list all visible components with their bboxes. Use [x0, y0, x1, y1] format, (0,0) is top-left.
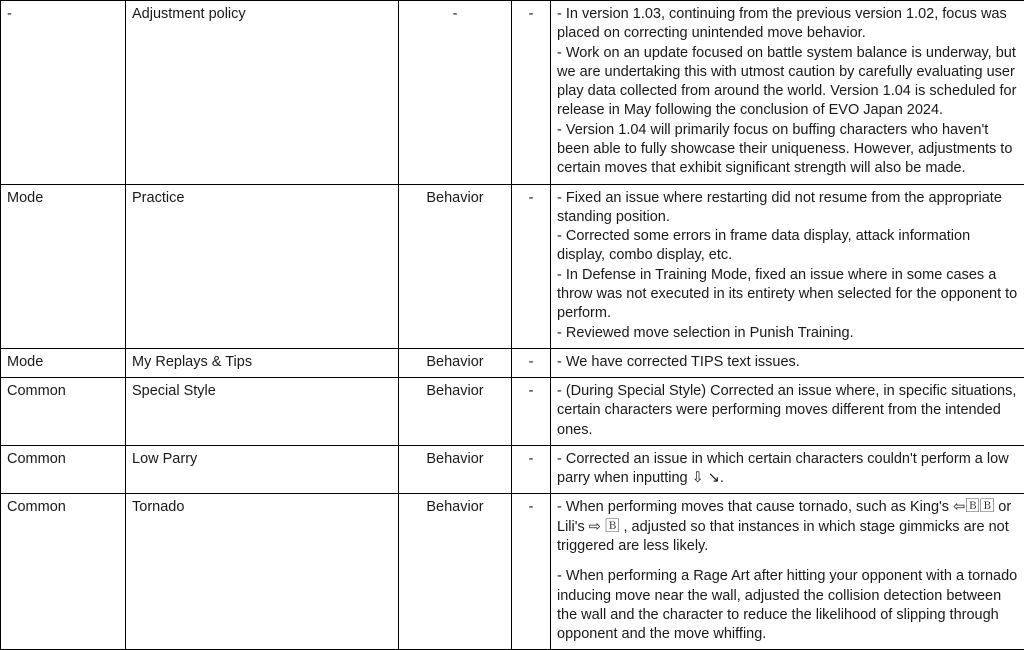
detail-item: - Corrected some errors in frame data display, attack information display, combo display, etc. — [557, 227, 1018, 266]
details-list — [557, 498, 1018, 644]
table-row — [1, 378, 1024, 446]
details-list — [557, 382, 1018, 440]
details-list — [557, 189, 1018, 343]
row-type: Behavior — [399, 378, 512, 446]
row-subject: My Replays & Tips — [126, 348, 399, 377]
row-dash: - — [512, 445, 551, 494]
row-subject: Practice — [126, 184, 399, 348]
row-subject: Special Style — [126, 378, 399, 446]
row-dash: - — [512, 184, 551, 348]
detail-item: - Reviewed move selection in Punish Training. — [557, 324, 1018, 343]
detail-item: - (During Special Style) Corrected an issue where, in specific situations, certain characters were performing moves different from the intended ones. — [557, 382, 1018, 440]
row-subject: Tornado — [126, 494, 399, 650]
row-dash: - — [512, 494, 551, 650]
row-category: Mode — [1, 184, 126, 348]
detail-item: - When performing moves that cause tornado, such as King's ⇦🄱🄱 or Lili's ⇨ 🄱 , adjusted so that instances in which stage gimmicks are not triggered are less likely. — [557, 498, 1018, 556]
table-row — [1, 494, 1024, 650]
row-category: Common — [1, 378, 126, 446]
row-subject: Adjustment policy — [126, 1, 399, 185]
row-details — [551, 378, 1024, 446]
detail-item: - Work on an update focused on battle system balance is underway, but we are undertaking this with utmost caution by carefully evaluating user play data collected from around the world. Version 1.04 is scheduled for release in May following the conclusion of EVO Japan 2024. — [557, 44, 1018, 121]
detail-item: - When performing a Rage Art after hitting your opponent with a tornado inducing move near the wall, adjusted the collision detection between the wall and the character to reduce the likelihood of slipping through opponent and the move whiffing. — [557, 567, 1018, 644]
table-row — [1, 445, 1024, 494]
row-type: Behavior — [399, 348, 512, 377]
table-row — [1, 348, 1024, 377]
row-details — [551, 348, 1024, 377]
details-list — [557, 5, 1018, 179]
row-dash: - — [512, 378, 551, 446]
row-dash: - — [512, 348, 551, 377]
row-details — [551, 1, 1024, 185]
table-row — [1, 1, 1024, 185]
row-details — [551, 445, 1024, 494]
detail-item: - In Defense in Training Mode, fixed an issue where in some cases a throw was not executed in its entirety when selected for the opponent to perform. — [557, 266, 1018, 324]
row-type: - — [399, 1, 512, 185]
row-category: - — [1, 1, 126, 185]
details-list — [557, 353, 1018, 372]
row-category: Common — [1, 494, 126, 650]
detail-item: - Fixed an issue where restarting did not resume from the appropriate standing position. — [557, 189, 1018, 228]
row-details — [551, 184, 1024, 348]
row-category: Mode — [1, 348, 126, 377]
detail-spacer — [557, 556, 1018, 567]
row-subject: Low Parry — [126, 445, 399, 494]
details-list — [557, 450, 1018, 489]
detail-item: - Version 1.04 will primarily focus on buffing characters who haven't been able to fully showcase their uniqueness. However, adjustments to certain moves that exhibit significant strength will also be made. — [557, 121, 1018, 179]
row-type: Behavior — [399, 494, 512, 650]
row-details — [551, 494, 1024, 650]
row-type: Behavior — [399, 184, 512, 348]
table-row — [1, 184, 1024, 348]
detail-item: - We have corrected TIPS text issues. — [557, 353, 1018, 372]
row-type: Behavior — [399, 445, 512, 494]
detail-item: - Corrected an issue in which certain characters couldn't perform a low parry when inputting ⇩ ↘. — [557, 450, 1018, 489]
row-dash: - — [512, 1, 551, 185]
patch-notes-body — [1, 1, 1024, 650]
row-category: Common — [1, 445, 126, 494]
detail-item: - In version 1.03, continuing from the previous version 1.02, focus was placed on correcting unintended move behavior. — [557, 5, 1018, 44]
